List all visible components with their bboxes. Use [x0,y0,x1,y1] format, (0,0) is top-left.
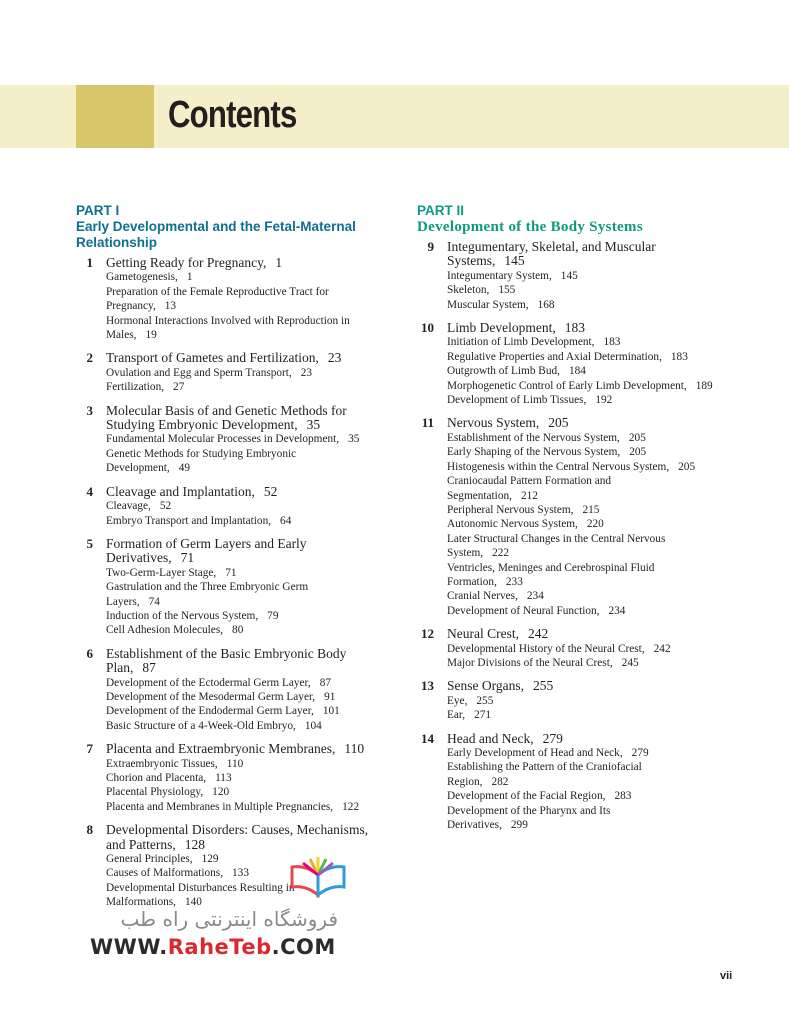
watermark-url-suffix: .COM [271,935,336,959]
watermark-url-prefix: WWW. [90,935,168,959]
chapter-title-line [106,661,395,675]
section-title-text: Ventricles, Meninges and Cerebrospinal Fluid [447,561,655,574]
section-line [447,379,736,393]
section-page-number: 49 [178,462,190,475]
section-page-number: 282 [491,775,509,788]
section-line [106,785,395,799]
chapter-page-number: 110 [344,741,365,757]
chapter-title-text: Systems, [447,253,496,269]
section-title-text: Induction of the Nervous System, [106,609,259,622]
section-line [106,499,395,513]
watermark-url [90,935,336,959]
section-title-text: Segmentation, [447,489,512,502]
section-line [106,609,395,623]
section-page-number: 104 [304,719,322,732]
section-title-text: Cleavage, [106,500,151,513]
section-line [106,757,395,771]
section-title-text: Development of the Endodermal Germ Layer, [106,705,314,718]
section-page-number: 192 [595,394,613,407]
section-title-text: Development of the Mesodermal Germ Layer, [106,690,316,703]
section-line [106,580,395,594]
chapter-number: 2 [86,350,93,366]
chapter-title-line [447,679,736,693]
open-book-rainbow-icon [288,855,348,900]
section-title-text: Regulative Properties and Axial Determination, [447,350,662,363]
section-page-number: 71 [225,566,237,579]
chapter-title-text: Plan, [106,660,134,676]
chapter-title-line [106,551,395,565]
section-page-number: 279 [631,747,649,759]
section-line [447,350,736,364]
section-page-number: 183 [603,336,621,349]
section-page-number: 205 [628,431,646,444]
section-page-number: 87 [319,676,331,689]
chapter-page-number: 52 [263,483,278,499]
chapter-page-number: 87 [142,660,156,676]
section-page-number: 242 [653,642,671,655]
chapter-entry [75,404,395,476]
chapter-entry [416,679,736,722]
chapter-page-number: 35 [306,417,321,433]
section-page-number: 283 [614,790,632,803]
chapter-title-line [106,418,395,432]
section-title-text: Muscular System, [447,298,529,311]
section-title-text: Early Shaping of the Nervous System, [447,446,621,459]
chapter-entry [416,321,736,407]
chapter-title-line [106,742,395,756]
section-line [106,380,395,394]
section-page-number: 13 [164,300,177,313]
section-title-text: Development of Limb Tissues, [447,394,587,407]
chapter-title-text: Sense Organs, [447,678,524,694]
section-title-text: Development, [106,462,170,475]
chapter-page-number: 279 [542,730,563,746]
chapter-number: 6 [86,645,93,661]
section-line [447,804,736,818]
chapter-title-line [447,732,736,746]
section-line [447,708,736,722]
chapter-title-line [447,254,736,268]
section-title-text: Malformations, [106,896,176,909]
chapter-entry [416,627,736,670]
section-line [106,719,395,733]
chapter-title-text: Studying Embryonic Development, [106,417,298,433]
chapter-title-text: Cleavage and Implantation, [106,483,255,499]
section-page-number: 299 [510,819,528,832]
section-line [447,656,736,670]
part2-chapter-list [416,240,736,841]
section-page-number: 23 [300,366,313,379]
chapter-title-line [106,256,395,270]
section-title-text: General Principles, [106,853,193,866]
section-line [106,314,395,328]
section-line [447,283,736,297]
chapter-page-number: 23 [327,350,342,366]
chapter-page-number: 145 [504,253,525,269]
chapter-entry [75,256,395,342]
chapter-page-number: 255 [533,678,554,694]
section-title-text: Fundamental Molecular Processes in Development, [106,433,340,446]
section-title-text: Major Divisions of the Neural Crest, [447,656,613,669]
section-page-number: 234 [526,590,544,603]
section-line [106,800,395,814]
section-line [447,364,736,378]
section-title-text: Hormonal Interactions Involved with Reproduction in [106,314,350,327]
section-line [447,818,736,832]
section-title-text: Genetic Methods for Studying Embryonic [106,447,297,460]
chapter-page-number: 183 [564,320,585,336]
section-line [447,269,736,283]
section-line [447,298,736,312]
section-title-text: Establishment of the Nervous System, [447,431,620,444]
part2-label: PART II [417,203,464,218]
chapter-entry [416,240,736,312]
section-line [447,604,736,618]
section-page-number: 215 [582,503,600,516]
chapter-title-text: Establishment of the Basic Embryonic Body [106,645,347,661]
chapter-title-text: Integumentary, Skeletal, and Muscular [447,239,656,254]
chapter-title-text: Getting Ready for Pregnancy, [106,255,267,270]
section-line [106,690,395,704]
chapter-number: 9 [427,239,434,254]
section-title-text: Placental Physiology, [106,786,204,799]
chapter-number: 5 [86,535,93,551]
chapter-entry [75,351,395,394]
section-page-number: 205 [678,460,696,473]
section-page-number: 129 [201,853,219,866]
section-line [447,789,736,803]
section-line [447,642,736,656]
section-line [447,746,736,760]
section-line [447,546,736,560]
section-page-number: 52 [159,500,172,513]
section-line [106,595,395,609]
section-title-text: Morphogenetic Control of Early Limb Development, [447,379,687,392]
chapter-title-line [447,321,736,335]
section-line [447,474,736,488]
part1-title-line2: Relationship [76,235,158,250]
chapter-title-text: Limb Development, [447,320,556,336]
section-line [447,431,736,445]
section-page-number: 212 [520,489,538,502]
chapter-number: 1 [86,255,93,270]
section-page-number: 145 [560,269,578,282]
section-line [106,366,395,380]
watermark [88,855,348,970]
chapter-title-text: Nervous System, [447,415,540,431]
section-page-number: 183 [670,350,688,363]
section-line [447,760,736,774]
section-page-number: 64 [280,514,292,527]
section-line [447,445,736,459]
chapter-number: 12 [421,626,434,642]
chapter-page-number: 205 [548,415,569,431]
chapter-title-text: and Patterns, [106,836,176,852]
section-page-number: 233 [505,575,523,588]
chapter-entry [75,742,395,814]
section-line [447,503,736,517]
section-title-text: Causes of Malformations, [106,867,224,880]
section-page-number: 205 [629,446,647,459]
section-line [106,514,395,528]
header-accent-block [76,85,154,148]
chapter-title-text: Molecular Basis of and Genetic Methods for [106,402,347,418]
section-title-text: Embryo Transport and Implantation, [106,514,272,527]
section-line [106,566,395,580]
watermark-persian-text: فروشگاه اینترنتی راه طب [120,907,338,931]
chapter-number: 11 [421,415,434,431]
section-page-number: 91 [324,690,336,703]
part1-label: PART I [76,203,120,218]
section-title-text: Layers, [106,595,140,608]
section-line [447,775,736,789]
section-page-number: 110 [226,757,244,770]
chapter-number: 14 [421,730,434,746]
chapter-title-line [106,647,395,661]
chapter-title-line [447,627,736,641]
section-page-number: 133 [232,867,249,880]
section-page-number: 184 [568,365,586,378]
section-page-number: 245 [621,656,639,669]
section-page-number: 122 [342,800,360,813]
section-title-text: Basic Structure of a 4-Week-Old Embryo, [106,719,296,732]
chapter-page-number: 242 [527,626,549,642]
section-title-text: Ovulation and Egg and Sperm Transport, [106,366,292,379]
section-line [106,623,395,637]
chapter-title-line [106,485,395,499]
section-title-text: Establishing the Pattern of the Craniofacial [447,761,642,774]
chapter-title-text: Derivatives, [106,550,172,566]
section-title-text: Later Structural Changes in the Central Nervous [447,532,666,545]
section-title-text: Histogenesis within the Central Nervous System, [447,460,670,473]
section-title-text: Gametogenesis, [106,271,178,284]
section-page-number: 1 [186,271,193,284]
section-page-number: 79 [267,609,279,622]
watermark-url-name: RaheTeb [167,935,272,959]
section-title-text: Gastrulation and the Three Embryonic Germ [106,581,309,594]
section-title-text: Craniocaudal Pattern Formation and [447,475,612,488]
chapter-title-text: Neural Crest, [447,626,519,642]
section-title-text: Initiation of Limb Development, [447,336,595,349]
section-page-number: 27 [173,381,185,394]
chapter-number: 10 [421,320,434,336]
section-title-text: Region, [447,775,483,788]
chapter-title-line [447,416,736,430]
section-title-text: Fertilization, [106,381,165,394]
section-line [106,432,395,446]
part2-title: Development of the Body Systems [417,219,643,235]
section-line [447,532,736,546]
chapter-title-line [106,838,395,852]
chapter-title-text: Transport of Gametes and Fertilization, [106,350,319,366]
section-page-number: 74 [148,595,160,608]
section-title-text: Outgrowth of Limb Bud, [447,365,560,378]
section-title-text: Peripheral Nervous System, [447,503,574,516]
section-line [106,285,395,299]
section-page-number: 140 [184,896,202,909]
chapter-title-line [106,537,395,551]
chapter-title-line [106,404,395,418]
chapter-number: 7 [86,741,93,757]
chapter-number: 13 [421,678,434,694]
section-line [447,575,736,589]
section-line [106,270,395,284]
section-page-number: 255 [476,694,494,707]
chapter-page-number: 128 [184,836,205,852]
section-title-text: Developmental Disturbances Resulting in [106,881,295,894]
chapter-title-text: Formation of Germ Layers and Early [106,535,307,551]
section-title-text: Skeleton, [447,284,490,297]
section-line [447,460,736,474]
chapter-entry [75,647,395,733]
section-page-number: 189 [695,379,713,392]
section-title-text: Development of the Facial Region, [447,790,606,803]
section-title-text: Placenta and Membranes in Multiple Pregnancies, [106,800,334,813]
section-title-text: Cell Adhesion Molecules, [106,624,224,637]
section-title-text: Development of Neural Function, [447,604,600,617]
chapter-title-line [447,240,736,254]
section-line [447,517,736,531]
section-title-text: Autonomic Nervous System, [447,518,578,531]
section-title-text: Extraembryonic Tissues, [106,757,218,770]
section-title-text: Early Development of Head and Neck, [447,747,623,759]
section-page-number: 113 [215,772,232,784]
section-title-text: Derivatives, [447,819,502,832]
section-page-number: 168 [537,298,555,311]
chapter-entry [75,537,395,638]
section-title-text: Preparation of the Female Reproductive Tract for [106,285,329,298]
section-title-text: Pregnancy, [106,300,156,313]
chapter-number: 3 [86,402,93,418]
chapter-number: 8 [86,822,93,838]
page-title: Contents [168,94,297,136]
section-line [447,694,736,708]
page-number: vii [720,970,733,982]
section-page-number: 120 [212,786,230,799]
chapter-page-number: 71 [180,550,195,566]
section-page-number: 19 [145,329,157,342]
section-title-text: Ear, [447,709,466,722]
chapter-title-line [106,823,395,837]
section-title-text: Integumentary System, [447,269,552,282]
section-title-text: Formation, [447,575,497,588]
section-line [106,299,395,313]
section-title-text: Development of the Ectodermal Germ Layer, [106,676,311,689]
section-line [106,447,395,461]
section-page-number: 101 [322,705,340,718]
chapter-title-text: Head and Neck, [447,730,534,746]
chapter-page-number: 1 [275,255,283,270]
section-title-text: Two-Germ-Layer Stage, [106,566,217,579]
section-line [447,335,736,349]
section-line [106,676,395,690]
chapter-title-text: Developmental Disorders: Causes, Mechanisms, [106,822,369,838]
part1-title-line1: Early Developmental and the Fetal-Maternal [76,219,356,234]
section-title-text: Development of the Pharynx and Its [447,804,611,817]
section-title-text: Developmental History of the Neural Crest, [447,642,645,655]
section-line [447,589,736,603]
section-title-text: Eye, [447,694,468,707]
part1-chapter-list [75,256,395,919]
section-page-number: 222 [492,547,510,560]
section-line [106,328,395,342]
section-page-number: 271 [474,709,492,722]
section-line [106,704,395,718]
section-title-text: Chorion and Placenta, [106,772,207,784]
section-line [447,489,736,503]
section-page-number: 35 [348,433,360,446]
section-page-number: 234 [608,604,626,617]
chapter-entry [416,416,736,618]
chapter-entry [75,485,395,528]
section-line [106,771,395,785]
section-page-number: 155 [498,284,516,297]
chapter-number: 4 [86,483,93,499]
section-title-text: Cranial Nerves, [447,590,518,603]
section-line [447,561,736,575]
section-line [447,393,736,407]
section-page-number: 220 [586,518,604,531]
chapter-title-line [106,351,395,365]
section-line [106,461,395,475]
section-title-text: Males, [106,329,137,342]
chapter-entry [416,732,736,833]
section-page-number: 80 [232,624,244,637]
section-title-text: System, [447,547,484,560]
chapter-title-text: Placenta and Extraembryonic Membranes, [106,741,336,757]
